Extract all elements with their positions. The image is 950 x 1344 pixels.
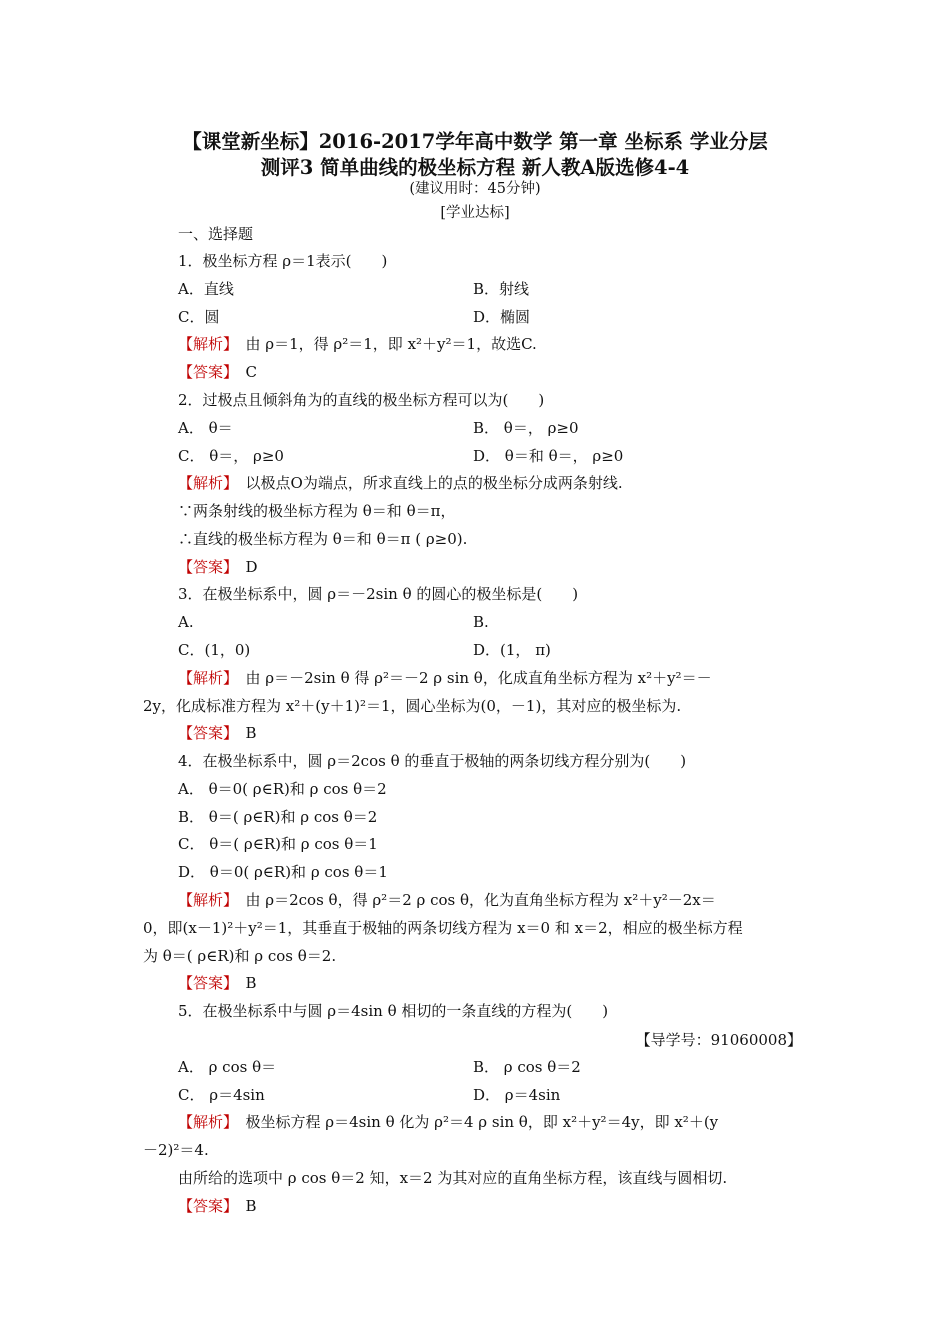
document-title-line2: 测评3 简单曲线的极坐标方程 新人教A版选修4-4 bbox=[260, 156, 690, 179]
q5-option-d: D． ρ＝4sin bbox=[473, 1086, 561, 1104]
q3-analysis-text: 由 ρ＝－2sin θ 得 ρ²＝－2 ρ sin θ，化成直角坐标方程为 x²＋y²＝－ bbox=[245, 669, 712, 687]
q5-analysis bbox=[178, 1112, 718, 1132]
q1-answer-value: C bbox=[245, 363, 258, 381]
q4-option-a: A． θ＝0( ρ∈R)和 ρ cos θ＝2 bbox=[178, 780, 387, 798]
answer-label: 【答案】 bbox=[178, 724, 231, 742]
q1-stem: 1．极坐标方程 ρ＝1表示( ) bbox=[178, 252, 388, 270]
q1-analysis bbox=[178, 334, 537, 354]
document-title-line1: 【课堂新坐标】2016-2017学年高中数学 第一章 坐标系 学业分层 bbox=[182, 130, 768, 153]
analysis-label: 【解析】 bbox=[178, 891, 231, 909]
q1-option-c: C．圆 bbox=[178, 308, 220, 326]
q1-option-a: A．直线 bbox=[178, 280, 234, 298]
q4-analysis bbox=[178, 890, 716, 910]
q2-option-b: B． θ＝， ρ≥0 bbox=[473, 419, 579, 437]
q2-answer bbox=[178, 557, 258, 577]
q4-stem: 4．在极坐标系中，圆 ρ＝2cos θ 的垂直于极轴的两条切线方程分别为( ) bbox=[178, 752, 687, 770]
answer-label: 【答案】 bbox=[178, 974, 231, 992]
q5-analysis-text: 极坐标方程 ρ＝4sin θ 化为 ρ²＝4 ρ sin θ，即 x²＋y²＝4y，即 x²＋(y bbox=[245, 1113, 719, 1131]
answer-label: 【答案】 bbox=[178, 558, 231, 576]
q4-option-d: D． θ＝0( ρ∈R)和 ρ cos θ＝1 bbox=[178, 863, 388, 881]
q2-option-a: A． θ＝ bbox=[178, 419, 233, 437]
q5-analysis-line2: －2)²＝4. bbox=[143, 1141, 209, 1159]
q3-option-b: B. bbox=[473, 613, 489, 631]
q3-option-d: D．(1， π) bbox=[473, 641, 551, 659]
analysis-label: 【解析】 bbox=[178, 1113, 231, 1131]
q4-option-c: C． θ＝( ρ∈R)和 ρ cos θ＝1 bbox=[178, 835, 378, 853]
q3-option-a: A. bbox=[178, 613, 194, 631]
q2-stem: 2．过极点且倾斜角为的直线的极坐标方程可以为( ) bbox=[178, 391, 545, 409]
q2-option-d: D． θ＝和 θ＝， ρ≥0 bbox=[473, 447, 624, 465]
answer-label: 【答案】 bbox=[178, 1197, 231, 1215]
q4-answer-value: B bbox=[245, 974, 257, 992]
analysis-label: 【解析】 bbox=[178, 335, 231, 353]
guide-number: 【导学号：91060008】 bbox=[635, 1031, 802, 1049]
q3-option-c: C．(1，0) bbox=[178, 641, 251, 659]
q5-option-c: C． ρ＝4sin bbox=[178, 1086, 265, 1104]
answer-label: 【答案】 bbox=[178, 363, 231, 381]
q5-stem: 5．在极坐标系中与圆 ρ＝4sin θ 相切的一条直线的方程为( ) bbox=[178, 1002, 609, 1020]
q4-option-b: B． θ＝( ρ∈R)和 ρ cos θ＝2 bbox=[178, 808, 378, 826]
q2-answer-value: D bbox=[245, 558, 258, 576]
q4-analysis-line2: 0，即(x－1)²＋y²＝1，其垂直于极轴的两条切线方程为 x＝0 和 x＝2，相应的极坐标方程 bbox=[143, 919, 743, 937]
q1-answer bbox=[178, 362, 257, 382]
q5-analysis-line3: 由所给的选项中 ρ cos θ＝2 知，x＝2 为其对应的直角坐标方程，该直线与圆相切. bbox=[178, 1169, 728, 1187]
q2-analysis-line2: ∵两条射线的极坐标方程为 θ＝和 θ＝π， bbox=[178, 502, 456, 520]
q1-option-b: B．射线 bbox=[473, 280, 530, 298]
q5-answer-value: B bbox=[245, 1197, 257, 1215]
q2-option-c: C． θ＝， ρ≥0 bbox=[178, 447, 284, 465]
q4-answer bbox=[178, 973, 257, 993]
q4-analysis-line3: 为 θ＝( ρ∈R)和 ρ cos θ＝2. bbox=[143, 947, 337, 965]
analysis-label: 【解析】 bbox=[178, 474, 231, 492]
section-label: [学业达标] bbox=[440, 205, 510, 221]
q2-analysis-line3: ∴直线的极坐标方程为 θ＝和 θ＝π ( ρ≥0). bbox=[178, 530, 468, 548]
q3-answer bbox=[178, 723, 257, 743]
q5-option-a: A． ρ cos θ＝ bbox=[178, 1058, 277, 1076]
q1-option-d: D．椭圆 bbox=[473, 308, 531, 326]
time-note: (建议用时：45分钟) bbox=[409, 181, 541, 197]
q3-analysis-line2: 2y，化成标准方程为 x²＋(y＋1)²＝1，圆心坐标为(0，－1)，其对应的极坐标为. bbox=[143, 697, 682, 715]
part-heading: 一、选择题 bbox=[178, 225, 254, 243]
q2-analysis-text: 以极点O为端点，所求直线上的点的极坐标分成两条射线. bbox=[245, 474, 623, 492]
q5-answer bbox=[178, 1196, 257, 1216]
q1-analysis-text: 由 ρ＝1，得 ρ²＝1，即 x²＋y²＝1，故选C. bbox=[245, 335, 537, 353]
q3-answer-value: B bbox=[245, 724, 257, 742]
q4-analysis-text: 由 ρ＝2cos θ，得 ρ²＝2 ρ cos θ，化为直角坐标方程为 x²＋y²－2x＝ bbox=[245, 891, 716, 909]
q3-stem: 3．在极坐标系中，圆 ρ＝－2sin θ 的圆心的极坐标是( ) bbox=[178, 585, 579, 603]
q2-analysis bbox=[178, 473, 623, 493]
q3-analysis bbox=[178, 668, 712, 688]
q5-option-b: B． ρ cos θ＝2 bbox=[473, 1058, 581, 1076]
analysis-label: 【解析】 bbox=[178, 669, 231, 687]
